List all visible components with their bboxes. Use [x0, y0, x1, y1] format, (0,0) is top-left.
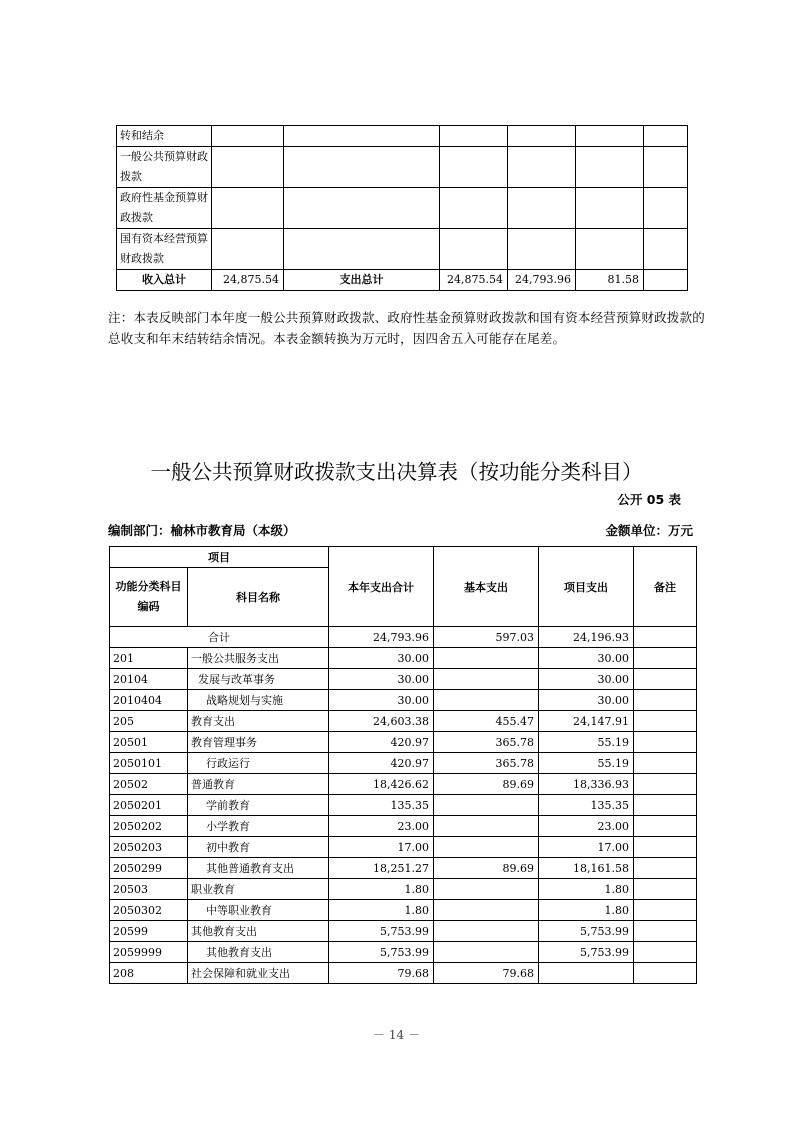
row-name: 社会保障和就业支出 [188, 963, 329, 984]
row-name: 其他教育支出 [188, 921, 329, 942]
row-total: 420.97 [329, 732, 434, 753]
top-row-cell [284, 147, 440, 188]
row-project [539, 963, 634, 984]
row-project: 24,147.91 [539, 711, 634, 732]
total-row [110, 627, 697, 648]
total-basic: 597.03 [434, 627, 539, 648]
row-code: 2050202 [110, 816, 188, 837]
department-label: 编制部门：榆林市教育局（本级） [108, 523, 296, 538]
expense-balance-value: 81.58 [576, 270, 644, 291]
row-code: 2050302 [110, 900, 188, 921]
top-row-cell [440, 229, 508, 270]
table-note: 注：本表反映部门本年度一般公共预算财政拨款、政府性基金预算财政拨款和国有资本经营预算财政拨款的总收支和年末结转结余情况。本表金额转换为万元时，因四舍五入可能存在尾差。 [108, 310, 705, 346]
top-row-cell [644, 229, 688, 270]
top-row-cell [644, 147, 688, 188]
income-total-value: 24,875.54 [212, 270, 284, 291]
row-remark [634, 900, 697, 921]
row-total: 5,753.99 [329, 921, 434, 942]
top-row-cell [576, 229, 644, 270]
top-row-label: 一般公共预算财政拨款 [117, 147, 212, 188]
row-basic [434, 669, 539, 690]
top-row-cell [508, 188, 576, 229]
document-code: 公开 05 表 [617, 492, 681, 507]
header-code: 功能分类科目编码 [110, 568, 188, 627]
row-remark [634, 963, 697, 984]
row-name: 战略规划与实施 [188, 690, 329, 711]
row-basic: 365.78 [434, 753, 539, 774]
top-row-cell [284, 229, 440, 270]
table-row [110, 942, 697, 963]
row-project: 5,753.99 [539, 921, 634, 942]
top-row-cell [576, 147, 644, 188]
top-row-cell [440, 126, 508, 147]
top-total-row [117, 270, 688, 291]
table-row [110, 753, 697, 774]
header-total: 本年支出合计 [329, 547, 434, 627]
top-row-cell [576, 188, 644, 229]
row-name: 教育支出 [188, 711, 329, 732]
header-project: 项目支出 [539, 547, 634, 627]
row-code: 20503 [110, 879, 188, 900]
row-basic [434, 795, 539, 816]
unit-label: 金额单位：万元 [605, 523, 693, 538]
row-basic: 365.78 [434, 732, 539, 753]
top-row [117, 188, 688, 229]
row-project: 5,753.99 [539, 942, 634, 963]
total-remark [634, 627, 697, 648]
page-title: 一般公共预算财政拨款支出决算表（按功能分类科目） [150, 460, 643, 484]
row-total: 30.00 [329, 648, 434, 669]
row-code: 20104 [110, 669, 188, 690]
row-code: 2050201 [110, 795, 188, 816]
top-row-cell [284, 126, 440, 147]
row-code: 208 [110, 963, 188, 984]
row-total: 30.00 [329, 669, 434, 690]
table-row [110, 795, 697, 816]
header-name: 科目名称 [188, 568, 329, 627]
top-row-cell [644, 126, 688, 147]
table-row [110, 711, 697, 732]
row-code: 2050203 [110, 837, 188, 858]
table-row [110, 858, 697, 879]
top-row-cell [508, 126, 576, 147]
row-name: 发展与改革事务 [188, 669, 329, 690]
row-project: 1.80 [539, 879, 634, 900]
row-code: 2010404 [110, 690, 188, 711]
top-row-cell [508, 229, 576, 270]
expenditure-table [109, 546, 697, 984]
row-remark [634, 753, 697, 774]
row-project: 55.19 [539, 732, 634, 753]
row-total: 5,753.99 [329, 942, 434, 963]
row-basic [434, 648, 539, 669]
table-row [110, 816, 697, 837]
table-row [110, 837, 697, 858]
row-total: 135.35 [329, 795, 434, 816]
top-row [117, 147, 688, 188]
row-project: 17.00 [539, 837, 634, 858]
row-code: 201 [110, 648, 188, 669]
row-code: 205 [110, 711, 188, 732]
top-row-cell [440, 147, 508, 188]
top-row-cell [212, 147, 284, 188]
table-row [110, 774, 697, 795]
row-remark [634, 669, 697, 690]
row-code: 2050101 [110, 753, 188, 774]
row-basic: 89.69 [434, 858, 539, 879]
row-project: 1.80 [539, 900, 634, 921]
row-name: 教育管理事务 [188, 732, 329, 753]
row-basic [434, 879, 539, 900]
row-basic [434, 816, 539, 837]
top-row-cell [212, 229, 284, 270]
row-basic [434, 942, 539, 963]
row-code: 20502 [110, 774, 188, 795]
top-row [117, 126, 688, 147]
row-basic [434, 921, 539, 942]
top-row-cell [508, 147, 576, 188]
row-name: 职业教育 [188, 879, 329, 900]
row-project: 30.00 [539, 648, 634, 669]
row-name: 中等职业教育 [188, 900, 329, 921]
page-number: － 14 － [373, 1028, 420, 1042]
top-row-cell [576, 126, 644, 147]
row-remark [634, 879, 697, 900]
expense-spent-value: 24,793.96 [508, 270, 576, 291]
top-row [117, 229, 688, 270]
total-total: 24,793.96 [329, 627, 434, 648]
row-code: 20599 [110, 921, 188, 942]
row-remark [634, 921, 697, 942]
total-label: 合计 [110, 627, 329, 648]
expense-total-label: 支出总计 [284, 270, 440, 291]
row-total: 24,603.38 [329, 711, 434, 732]
row-name: 其他教育支出 [188, 942, 329, 963]
table-row [110, 669, 697, 690]
header-row-1 [110, 547, 697, 568]
row-name: 一般公共服务支出 [188, 648, 329, 669]
row-code: 2059999 [110, 942, 188, 963]
row-total: 23.00 [329, 816, 434, 837]
row-name: 其他普通教育支出 [188, 858, 329, 879]
top-row-label: 转和结余 [117, 126, 212, 147]
row-total: 79.68 [329, 963, 434, 984]
row-total: 420.97 [329, 753, 434, 774]
table-row [110, 963, 697, 984]
header-remark: 备注 [634, 547, 697, 627]
top-row-label: 国有资本经营预算财政拨款 [117, 229, 212, 270]
row-name: 小学教育 [188, 816, 329, 837]
header-item: 项目 [110, 547, 329, 568]
row-total: 1.80 [329, 879, 434, 900]
table-row [110, 921, 697, 942]
row-remark [634, 732, 697, 753]
row-remark [634, 774, 697, 795]
top-row-cell [212, 126, 284, 147]
row-total: 17.00 [329, 837, 434, 858]
row-remark [634, 858, 697, 879]
top-row-cell [212, 188, 284, 229]
row-total: 18,251.27 [329, 858, 434, 879]
top-row-cell [644, 188, 688, 229]
expense-empty-cell [644, 270, 688, 291]
row-remark [634, 942, 697, 963]
top-row-cell [440, 188, 508, 229]
row-project: 23.00 [539, 816, 634, 837]
row-remark [634, 648, 697, 669]
expense-total-value: 24,875.54 [440, 270, 508, 291]
table-row [110, 690, 697, 711]
row-remark [634, 837, 697, 858]
budget-summary-table-continued [116, 125, 688, 291]
row-basic [434, 837, 539, 858]
row-basic: 89.69 [434, 774, 539, 795]
row-remark [634, 816, 697, 837]
top-row-cell [284, 188, 440, 229]
row-name: 学前教育 [188, 795, 329, 816]
row-project: 135.35 [539, 795, 634, 816]
row-basic: 455.47 [434, 711, 539, 732]
row-remark [634, 795, 697, 816]
table-row [110, 648, 697, 669]
row-basic [434, 900, 539, 921]
row-total: 30.00 [329, 690, 434, 711]
row-basic [434, 690, 539, 711]
row-project: 55.19 [539, 753, 634, 774]
top-row-label: 政府性基金预算财政拨款 [117, 188, 212, 229]
row-project: 18,336.93 [539, 774, 634, 795]
header-basic: 基本支出 [434, 547, 539, 627]
row-basic: 79.68 [434, 963, 539, 984]
table-row [110, 732, 697, 753]
row-total: 18,426.62 [329, 774, 434, 795]
row-code: 2050299 [110, 858, 188, 879]
row-remark [634, 711, 697, 732]
row-total: 1.80 [329, 900, 434, 921]
row-name: 普通教育 [188, 774, 329, 795]
row-project: 30.00 [539, 690, 634, 711]
row-project: 18,161.58 [539, 858, 634, 879]
row-remark [634, 690, 697, 711]
row-code: 20501 [110, 732, 188, 753]
table-row [110, 879, 697, 900]
row-project: 30.00 [539, 669, 634, 690]
row-name: 初中教育 [188, 837, 329, 858]
row-name: 行政运行 [188, 753, 329, 774]
total-project: 24,196.93 [539, 627, 634, 648]
income-total-label: 收入总计 [117, 270, 212, 291]
table-row [110, 900, 697, 921]
